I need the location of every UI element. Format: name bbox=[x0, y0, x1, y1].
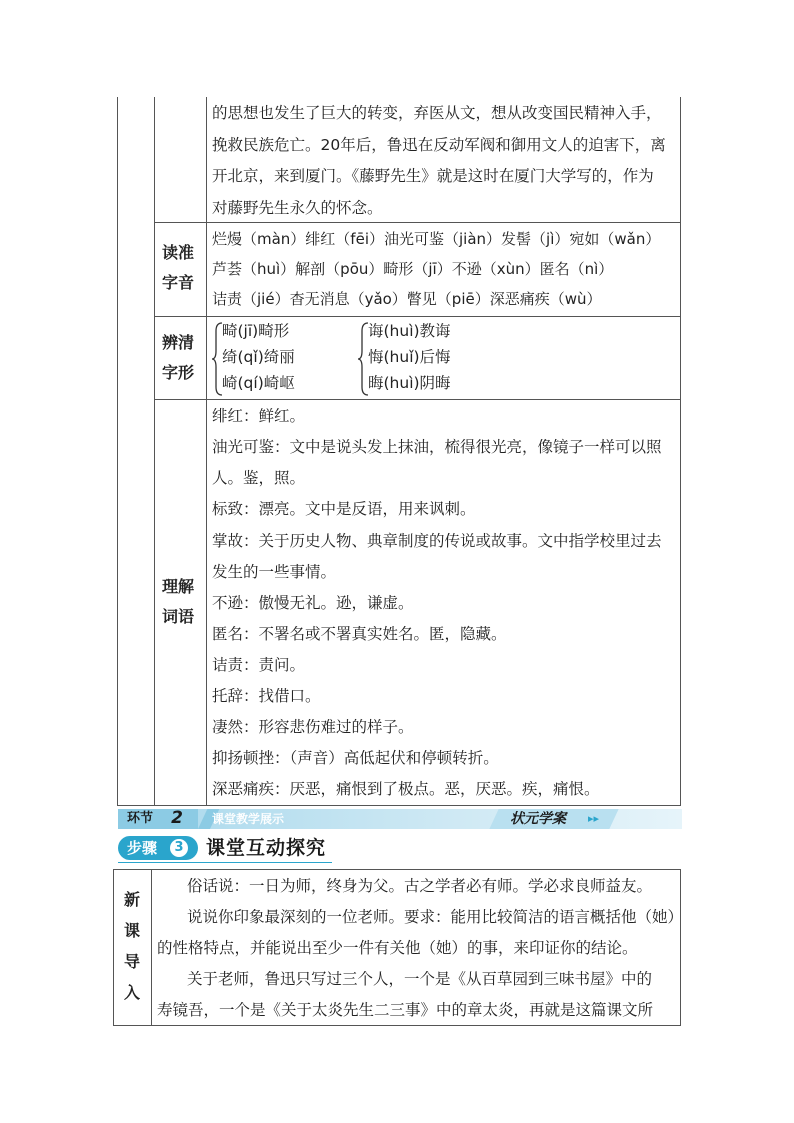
arrow-icon: ▸▸ bbox=[588, 812, 600, 825]
pronunciation-line: 诘责（jié）杳无消息（yǎo）瞥见（piē）深恶痛疾（wù） bbox=[212, 290, 602, 308]
pronunciation-label bbox=[155, 238, 201, 298]
lesson-line: 寿镜吾，一个是《关于太炎先生二三事》中的章太炎，再就是这篇课文所 bbox=[157, 1001, 654, 1019]
vocab-line: 深恶痛疾：厌恶，痛恨到了极点。恶，厌恶。疾，痛恨。 bbox=[212, 780, 600, 798]
segment-title: 课堂教学展示 bbox=[212, 812, 285, 826]
vocab-line: 不逊：傲慢无礼。逊，谦虚。 bbox=[212, 594, 414, 612]
lesson-line: 关于老师，鲁迅只写过三个人，一个是《从百草园到三味书屋》中的 bbox=[187, 970, 653, 988]
vocab-line: 托辞：找借口。 bbox=[212, 687, 321, 705]
glyph-item: 悔(huǐ)后悔 bbox=[368, 348, 451, 366]
vocab-line: 人。鉴，照。 bbox=[212, 469, 306, 487]
label-line: 字形 bbox=[161, 363, 194, 382]
vocab-line: 油光可鉴：文中是说头发上抹油，梳得很光亮，像镜子一样可以照 bbox=[212, 438, 662, 456]
segment-label: 环节 bbox=[126, 811, 153, 826]
label-line: 读准 bbox=[161, 243, 194, 262]
label-char: 入 bbox=[123, 983, 140, 1002]
section-bar bbox=[118, 809, 682, 829]
glyph-item: 晦(huì)阴晦 bbox=[368, 374, 451, 392]
glyph-item: 崎(qí)崎岖 bbox=[222, 374, 295, 392]
glyph-item: 畸(jī)畸形 bbox=[222, 322, 290, 340]
vocab-line: 抑扬顿挫：（声音）高低起伏和停顿转折。 bbox=[212, 749, 499, 767]
pronunciation-line: 芦荟（huì）解剖（pōu）畸形（jī）不逊（xùn）匿名（nì） bbox=[212, 260, 614, 278]
intro-line: 对藤野先生永久的怀念。 bbox=[212, 199, 383, 217]
vocab-line: 凄然：形容悲伤难过的样子。 bbox=[212, 718, 414, 736]
step-title: 课堂互动探究 bbox=[206, 837, 327, 859]
label-line: 字音 bbox=[161, 273, 194, 292]
glyph-item: 诲(huì)教诲 bbox=[368, 322, 451, 340]
vocab-line: 绯红：鲜红。 bbox=[212, 407, 306, 425]
lesson-line: 俗话说：一日为师，终身为父。古之学者必有师。学必求良师益友。 bbox=[187, 877, 653, 895]
label-char: 新 bbox=[123, 890, 140, 909]
step-badge bbox=[118, 836, 198, 860]
pronunciation-line: 烂熳（màn）绯红（fēi）油光可鉴（jiàn）发髻（jì）宛如（wǎn） bbox=[212, 230, 661, 248]
vocab-line: 掌故：关于历史人物、典章制度的传说或故事。文中指学校里过去 bbox=[212, 532, 662, 550]
lesson-line: 的性格特点，并能说出至少一件有关他（她）的事，来印证你的结论。 bbox=[157, 939, 638, 957]
intro-line: 挽救民族危亡。20年后，鲁迅在反动军阀和御用文人的迫害下，离 bbox=[212, 136, 666, 154]
glyph-item: 绮(qǐ)绮丽 bbox=[222, 348, 295, 366]
step-number: 3 bbox=[170, 839, 188, 857]
glyphs-label bbox=[155, 328, 201, 388]
label-line: 理解 bbox=[161, 577, 194, 596]
label-line: 词语 bbox=[161, 607, 194, 626]
label-char: 课 bbox=[123, 921, 140, 940]
step-underline bbox=[118, 862, 332, 863]
new-lesson-label bbox=[113, 884, 151, 1008]
vocab-line: 发生的一些事情。 bbox=[212, 563, 337, 581]
label-line: 辨清 bbox=[161, 333, 194, 352]
vocab-line: 匿名：不署名或不署真实姓名。匿，隐藏。 bbox=[212, 625, 507, 643]
vocabulary-label bbox=[155, 572, 201, 632]
lesson-line: 说说你印象最深刻的一位老师。要求：能用比较简洁的语言概括他（她） bbox=[187, 908, 684, 926]
vocab-line: 诘责：责问。 bbox=[212, 656, 306, 674]
intro-line: 开北京，来到厦门。《藤野先生》就是这时在厦门大学写的，作为 bbox=[212, 167, 654, 185]
intro-line: 的思想也发生了巨大的转变，弃医从文，想从改变国民精神入手， bbox=[212, 104, 662, 122]
segment-number: 2 bbox=[171, 808, 183, 828]
step-label: 步骤 bbox=[127, 839, 158, 857]
brand-label: 状元学案 bbox=[510, 811, 566, 827]
vocab-line: 标致：漂亮。文中是反语，用来讽刺。 bbox=[212, 500, 476, 518]
label-char: 导 bbox=[123, 952, 140, 971]
